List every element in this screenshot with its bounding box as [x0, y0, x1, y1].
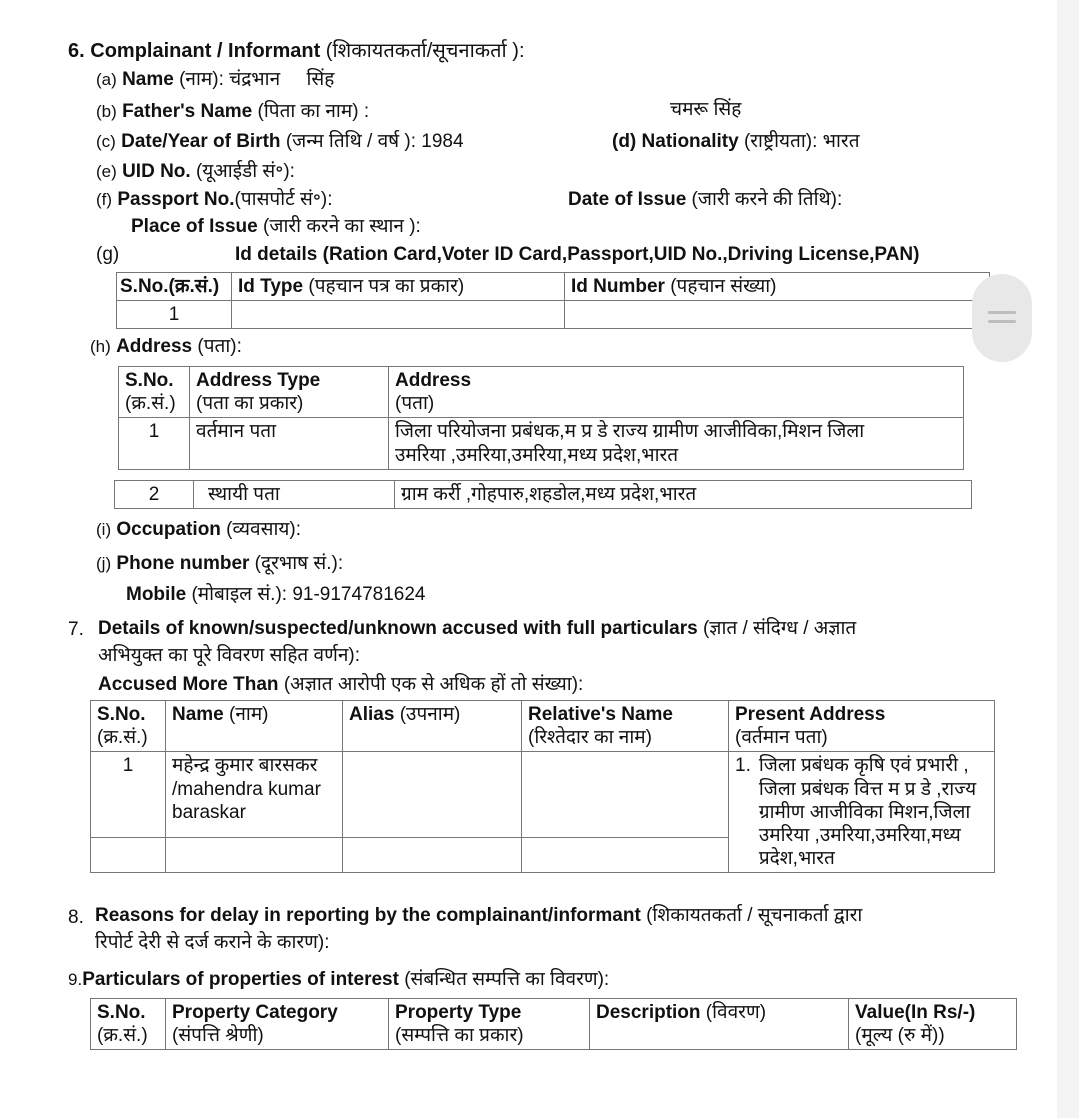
cell-id-number	[565, 301, 990, 329]
field-letter: (h)	[90, 337, 111, 356]
section-8-title-line2: रिपोर्ट देरी से दर्ज कराने के कारण):	[95, 932, 330, 953]
section-title: Complainant / Informant	[90, 40, 321, 62]
header-label: S.No.	[125, 370, 174, 391]
header-label: Relative's Name	[528, 704, 673, 725]
field-label: Phone number	[116, 553, 250, 574]
field-letter: (i)	[96, 520, 112, 539]
cell-address-type: स्थायी पता	[194, 481, 395, 509]
cell-sno: 2	[115, 481, 194, 509]
field-label-hindi: (पिता का नाम) :	[252, 101, 370, 122]
field-date-of-issue	[568, 190, 842, 211]
field-label-hindi: (अज्ञात आरोपी एक से अधिक हों तो संख्या):	[278, 674, 584, 695]
field-letter: (f)	[96, 190, 113, 209]
field-letter: (c)	[96, 132, 116, 151]
section-7-title	[98, 619, 856, 640]
header-label-hindi: (वर्तमान पता)	[735, 727, 828, 749]
field-letter: (d)	[612, 131, 637, 152]
page-edge	[1057, 0, 1079, 1118]
name-line: baraskar	[172, 801, 246, 823]
field-label: Accused More Than	[98, 674, 279, 695]
field-id-details-label: Id details (Ration Card,Voter ID Card,Passport,UID No.,Driving License,PAN)	[235, 244, 920, 265]
section-8-number: 8.	[68, 907, 84, 928]
field-label: Date of Issue	[568, 189, 687, 210]
section-6-heading	[68, 40, 525, 62]
header-label: Address Type	[196, 370, 321, 391]
header-label-hindi: (पता का प्रकार)	[196, 393, 304, 415]
cell-relative-name	[522, 838, 729, 873]
field-label: Occupation	[116, 519, 221, 540]
cell-present-address	[729, 752, 995, 873]
accused-table	[90, 700, 995, 873]
section-title-hindi: (संबन्धित सम्पत्ति का विवरण):	[398, 969, 610, 990]
field-label-hindi: (मोबाइल सं.):	[186, 584, 288, 605]
header-label-hindi: (संपत्ति श्रेणी)	[172, 1025, 264, 1047]
header-description	[590, 999, 849, 1050]
field-label-hindi: (दूरभाष सं.):	[249, 553, 344, 574]
cell-sno: 1	[91, 752, 166, 838]
field-accused-more-than	[98, 675, 583, 696]
table-header-row	[119, 367, 964, 418]
field-label: UID No.	[122, 161, 191, 182]
table-row	[115, 481, 972, 509]
header-label: Description	[596, 1002, 701, 1023]
address-line: ग्रामीण आजीविका मिशन,जिला	[758, 801, 971, 823]
header-property-category	[166, 999, 389, 1050]
table-header-row	[117, 273, 990, 301]
cell-relative-name	[522, 752, 729, 838]
id-details-table	[116, 272, 990, 329]
table-row	[119, 418, 964, 469]
field-label-hindi: (पासपोर्ट सं॰):	[234, 189, 333, 210]
field-label-hindi: (यूआईडी सं॰):	[190, 161, 295, 182]
address-line: प्रदेश,भारत	[758, 848, 835, 870]
header-label-hindi: (रिश्तेदार का नाम)	[528, 727, 652, 749]
section-7-title-line2: अभियुक्त का पूरे विवरण सहित वर्णन):	[98, 645, 360, 666]
cell-name	[166, 752, 343, 838]
table-row	[117, 301, 990, 329]
header-alias	[343, 701, 522, 752]
header-address	[389, 367, 964, 418]
field-label: Address	[116, 336, 193, 357]
name-line: महेन्द्र कुमार बारसकर	[172, 755, 318, 777]
field-label-hindi: (नाम):	[173, 69, 224, 90]
cell-sno	[91, 838, 166, 873]
address-line: उमरिया ,उमरिया,उमरिया,मध्य	[758, 824, 961, 846]
field-dob	[96, 132, 464, 153]
field-label-hindi: (पता):	[192, 336, 242, 357]
field-label: Place of Issue	[131, 216, 258, 237]
cell-address-type: वर्तमान पता	[190, 418, 389, 469]
header-label: S.No.	[97, 704, 146, 725]
header-label: Property Category	[172, 1002, 338, 1023]
cell-alias	[343, 838, 522, 873]
cell-alias	[343, 752, 522, 838]
header-value	[849, 999, 1017, 1050]
field-letter: (j)	[96, 554, 112, 573]
field-letter: (a)	[96, 70, 117, 89]
header-label-hindi: (नाम)	[223, 704, 269, 725]
header-label-hindi: (क्र.सं.)	[97, 727, 148, 749]
header-relative-name	[522, 701, 729, 752]
table-row	[91, 752, 995, 838]
field-label: Mobile	[126, 584, 187, 605]
header-sno	[91, 701, 166, 752]
field-label-hindi: (जारी करने की तिथि):	[686, 189, 843, 210]
field-value: 1984	[416, 131, 464, 152]
section-number: 6.	[68, 40, 85, 62]
field-label-hindi: (व्यवसाय):	[220, 519, 301, 540]
header-label: Alias	[349, 704, 395, 725]
section-8-title	[95, 906, 862, 927]
address-table-row-2	[114, 480, 972, 509]
header-address-type	[190, 367, 389, 418]
address-list-item	[735, 754, 988, 870]
table-header-row	[91, 999, 1017, 1050]
scroll-handle[interactable]	[972, 274, 1032, 362]
header-label: Address	[395, 370, 472, 391]
section-title-hindi: (शिकायतकर्ता / सूचनाकर्ता द्वारा	[640, 905, 863, 926]
field-nationality	[612, 132, 860, 153]
section-9-heading	[68, 970, 609, 991]
field-uid	[96, 162, 295, 183]
name-line: /mahendra kumar	[172, 778, 321, 800]
header-sno	[119, 367, 190, 418]
field-mobile	[126, 585, 425, 606]
header-name	[166, 701, 343, 752]
grip-line	[988, 311, 1016, 314]
header-label-hindi: (मूल्य (रु में))	[855, 1025, 945, 1047]
field-label: Date/Year of Birth	[121, 131, 281, 152]
table-header-row	[91, 701, 995, 752]
section-title-hindi: (शिकायतकर्ता/सूचनाकर्ता ):	[320, 40, 525, 62]
field-father-name	[96, 102, 369, 123]
cell-sno: 1	[117, 301, 232, 329]
header-label: Present Address	[735, 704, 886, 725]
address-lines	[759, 754, 976, 870]
section-title: Reasons for delay in reporting by the complainant/informant	[95, 905, 641, 926]
header-label: Property Type	[395, 1002, 522, 1023]
header-label-hindi: (उपनाम)	[394, 704, 461, 725]
header-label: Value(In Rs/-)	[855, 1002, 976, 1023]
address-table	[118, 366, 964, 470]
cell-address: ग्राम कर्री ,गोहपारु,शहडोल,मध्य प्रदेश,भारत	[395, 481, 972, 509]
field-label-hindi: (जारी करने का स्थान ):	[257, 216, 421, 237]
header-label: S.No.	[97, 1002, 146, 1023]
field-label-hindi: (जन्म तिथि / वर्ष ):	[280, 131, 417, 152]
cell-sno: 1	[119, 418, 190, 469]
header-label-hindi: (पता)	[395, 393, 435, 415]
cell-name	[166, 838, 343, 873]
header-label-hindi: (पहचान संख्या)	[664, 276, 777, 297]
field-label: Father's Name	[122, 101, 253, 122]
grip-line	[988, 320, 1016, 323]
properties-table	[90, 998, 1017, 1050]
field-label: Name	[122, 69, 174, 90]
field-letter: (b)	[96, 102, 117, 121]
header-label-hindi: (पहचान पत्र का प्रकार)	[303, 276, 465, 297]
header-label-hindi: (क्र.सं.)	[125, 393, 176, 415]
header-label: Name	[172, 704, 224, 725]
field-letter: (e)	[96, 162, 117, 181]
field-value: भारत	[817, 131, 860, 152]
header-id-number	[565, 273, 990, 301]
header-id-type	[232, 273, 565, 301]
field-place-of-issue	[131, 217, 421, 238]
cell-address	[389, 418, 964, 469]
list-number: 1.	[735, 755, 751, 777]
header-label-hindi: (सम्पत्ति का प्रकार)	[395, 1025, 524, 1047]
header-label: Id Number	[571, 276, 665, 297]
header-sno	[91, 999, 166, 1050]
header-present-address	[729, 701, 995, 752]
section-title: Particulars of properties of interest	[82, 969, 399, 990]
field-label: Passport No.	[117, 189, 235, 210]
header-label-hindi: (क्र.सं.)	[97, 1025, 148, 1047]
address-line: जिला प्रबंधक कृषि एवं प्रभारी ,	[758, 755, 969, 777]
field-label-hindi: (राष्ट्रीयता):	[738, 131, 818, 152]
address-line: जिला प्रबंधक वित्त म प्र डे ,राज्य	[758, 778, 977, 800]
field-occupation	[96, 520, 301, 541]
field-value: 91-9174781624	[287, 584, 426, 605]
address-line: जिला परियोजना प्रबंधक,म प्र डे राज्य ग्रामीण आजीविका,मिशन जिला	[395, 421, 865, 443]
field-name	[96, 70, 334, 91]
father-name-value: चमरू सिंह	[670, 99, 742, 120]
cell-id-type	[232, 301, 565, 329]
field-address	[90, 337, 242, 358]
header-label: Id Type	[238, 276, 304, 297]
address-line: उमरिया ,उमरिया,उमरिया,मध्य प्रदेश,भारत	[395, 444, 679, 466]
section-title-hindi: (ज्ञात / संदिग्ध / अज्ञात	[697, 618, 857, 639]
header-label-hindi: (विवरण)	[700, 1002, 767, 1023]
header-property-type	[389, 999, 590, 1050]
section-7-number: 7.	[68, 619, 84, 640]
field-value: चंद्रभान सिंह	[223, 69, 335, 90]
header-sno: S.No.(क्र.सं.)	[117, 273, 232, 301]
field-phone	[96, 554, 343, 575]
field-id-details-letter: (g)	[96, 244, 120, 265]
section-title: Details of known/suspected/unknown accused with full particulars	[98, 618, 698, 639]
field-label: Nationality	[636, 131, 739, 152]
field-passport	[96, 190, 333, 211]
section-number: 9.	[68, 970, 83, 989]
